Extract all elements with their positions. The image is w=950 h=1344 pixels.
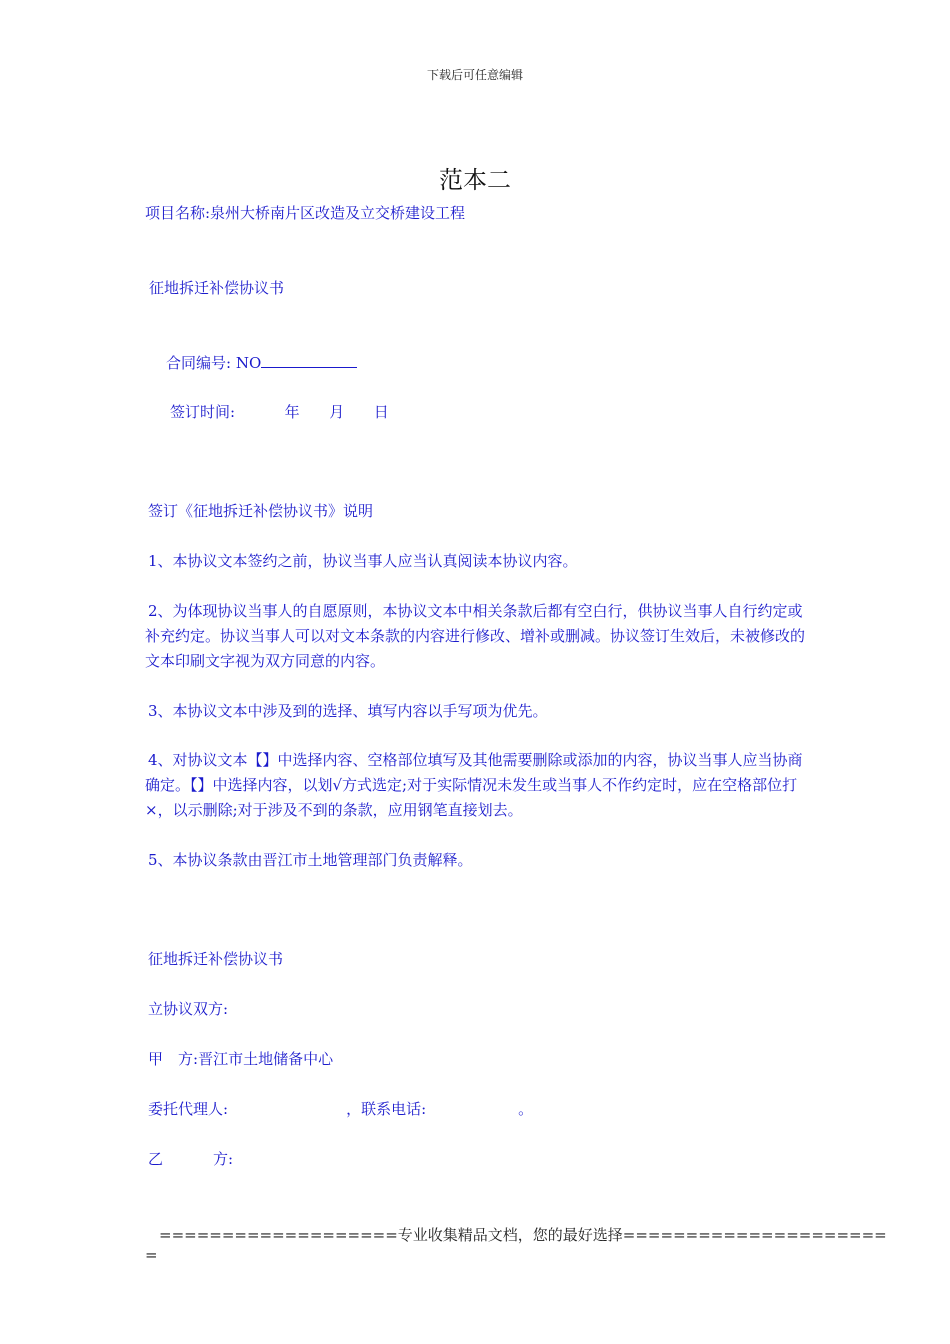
party-a-value: 晋江市土地储备中心 <box>198 1050 334 1068</box>
party-a <box>148 1047 333 1072</box>
instruction-item-3: 3、本协议文本中涉及到的选择、填写内容以手写项为优先。 <box>148 702 548 720</box>
party-b-label: 乙 <box>148 1150 164 1168</box>
sign-date-day: 日 <box>373 403 389 421</box>
phone-label: ，联系电话: <box>346 1100 427 1118</box>
contract-number-label: 合同编号: NO <box>166 354 262 372</box>
instruction-item-4: 4、对协议文本【】中选择内容、空格部位填写及其他需要删除或添加的内容，协议当事人应当协商确定。【】中选择内容，以划√方式选定;对于实际情况未发生或当事人不作约定时，应在空格部位打×，以示删除;对于涉及不到的条款，应用钢笔直接划去。 <box>145 751 803 819</box>
party-a-label: 甲 方: <box>148 1050 199 1068</box>
instructions-heading: 签订《征地拆迁补偿协议书》说明 <box>148 502 374 520</box>
footer-banner <box>145 1225 887 1265</box>
project-name: 项目名称:泉州大桥南片区改造及立交桥建设工程 <box>145 204 466 222</box>
agent-row <box>148 1097 533 1122</box>
agreement-title-2: 征地拆迁补偿协议书 <box>148 950 284 968</box>
party-b <box>148 1147 233 1172</box>
parties-intro: 立协议双方: <box>148 1000 229 1018</box>
page-title: 范本二 <box>439 166 511 194</box>
header-note: 下载后可任意编辑 <box>426 68 523 82</box>
party-b-suffix: 方: <box>213 1150 234 1168</box>
contract-number <box>166 351 357 376</box>
sign-date-month: 月 <box>329 403 345 421</box>
instruction-item-5: 5、本协议条款由晋江市土地管理部门负责解释。 <box>148 851 473 869</box>
sign-date-year: 年 <box>284 403 300 421</box>
footer-tail: = <box>145 1246 158 1264</box>
contract-number-blank <box>261 353 357 368</box>
agent-label: 委托代理人: <box>148 1100 229 1118</box>
footer-text: ===================专业收集精品文档，您的最好选择===================== <box>159 1226 887 1244</box>
agreement-title-1: 征地拆迁补偿协议书 <box>149 279 285 297</box>
instruction-item-1: 1、本协议文本签约之前，协议当事人应当认真阅读本协议内容。 <box>148 552 578 570</box>
sign-date <box>170 400 389 425</box>
sign-date-label: 签订时间: <box>170 403 236 421</box>
instruction-item-2: 2、为体现协议当事人的自愿原则，本协议文本中相关条款后都有空白行，供协议当事人自行约定或补充约定。协议当事人可以对文本条款的内容进行修改、增补或删减。协议签订生效后，未被修改的文本印刷文字视为双方同意的内容。 <box>145 602 806 670</box>
agent-row-end: 。 <box>518 1100 534 1118</box>
